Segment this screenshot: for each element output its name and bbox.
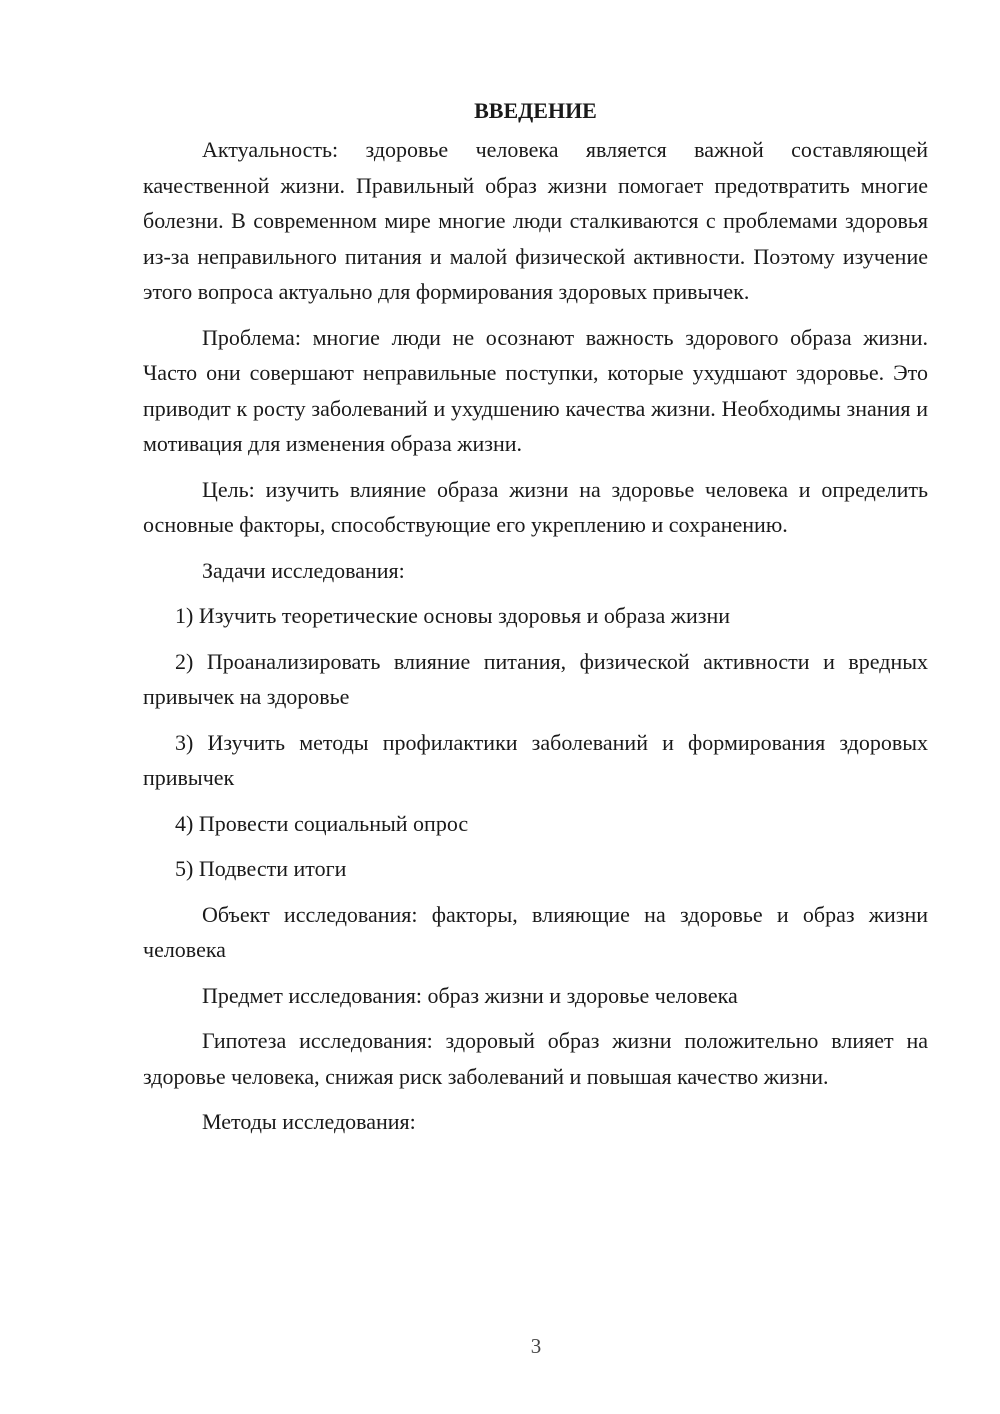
task-item: 2) Проанализировать влияние питания, физической активности и вредных привычек на здоровье — [143, 648, 928, 709]
document-body — [143, 93, 928, 1150]
page-number: 3 — [530, 1334, 542, 1358]
paragraph-hypothesis: Гипотеза исследования: здоровый образ жизни положительно влияет на здоровье человека, снижая риск заболеваний и повышая качество жизни. — [143, 1028, 928, 1089]
paragraph-relevance: Актуальность: здоровье человека является важной составляющей качественной жизни. Правильный образ жизни помогает предотвратить многие болезни. В современном мире многие люди сталкиваются с проблемами здоровья из-за неправильного питания и малой физической активности. Поэтому изучение этого вопроса актуально для формирования здоровых привычек. — [143, 137, 928, 304]
paragraph-goal: Цель: изучить влияние образа жизни на здоровье человека и определить основные факторы, способствующие его укреплению и сохранению. — [143, 476, 928, 537]
paragraph-tasks-heading: Задачи исследования: — [202, 557, 405, 583]
paragraph-subject: Предмет исследования: образ жизни и здоровье человека — [202, 982, 738, 1008]
task-item: 3) Изучить методы профилактики заболеваний и формирования здоровых привычек — [143, 729, 928, 790]
paragraph-object: Объект исследования: факторы, влияющие на здоровье и образ жизни человека — [143, 901, 928, 962]
paragraph-problem: Проблема: многие люди не осознают важность здорового образа жизни. Часто они совершают неправильные поступки, которые ухудшают здоровье. Это приводит к росту заболеваний и ухудшению качества жизни. Необходимы знания и мотивация для изменения образа жизни. — [143, 324, 928, 456]
task-item: 4) Провести социальный опрос — [175, 810, 469, 836]
paragraph-methods: Методы исследования: — [202, 1109, 416, 1134]
task-item: 1) Изучить теоретические основы здоровья и образа жизни — [175, 603, 731, 628]
section-title: ВВЕДЕНИЕ — [474, 98, 597, 123]
task-item: 5) Подвести итоги — [175, 856, 347, 881]
